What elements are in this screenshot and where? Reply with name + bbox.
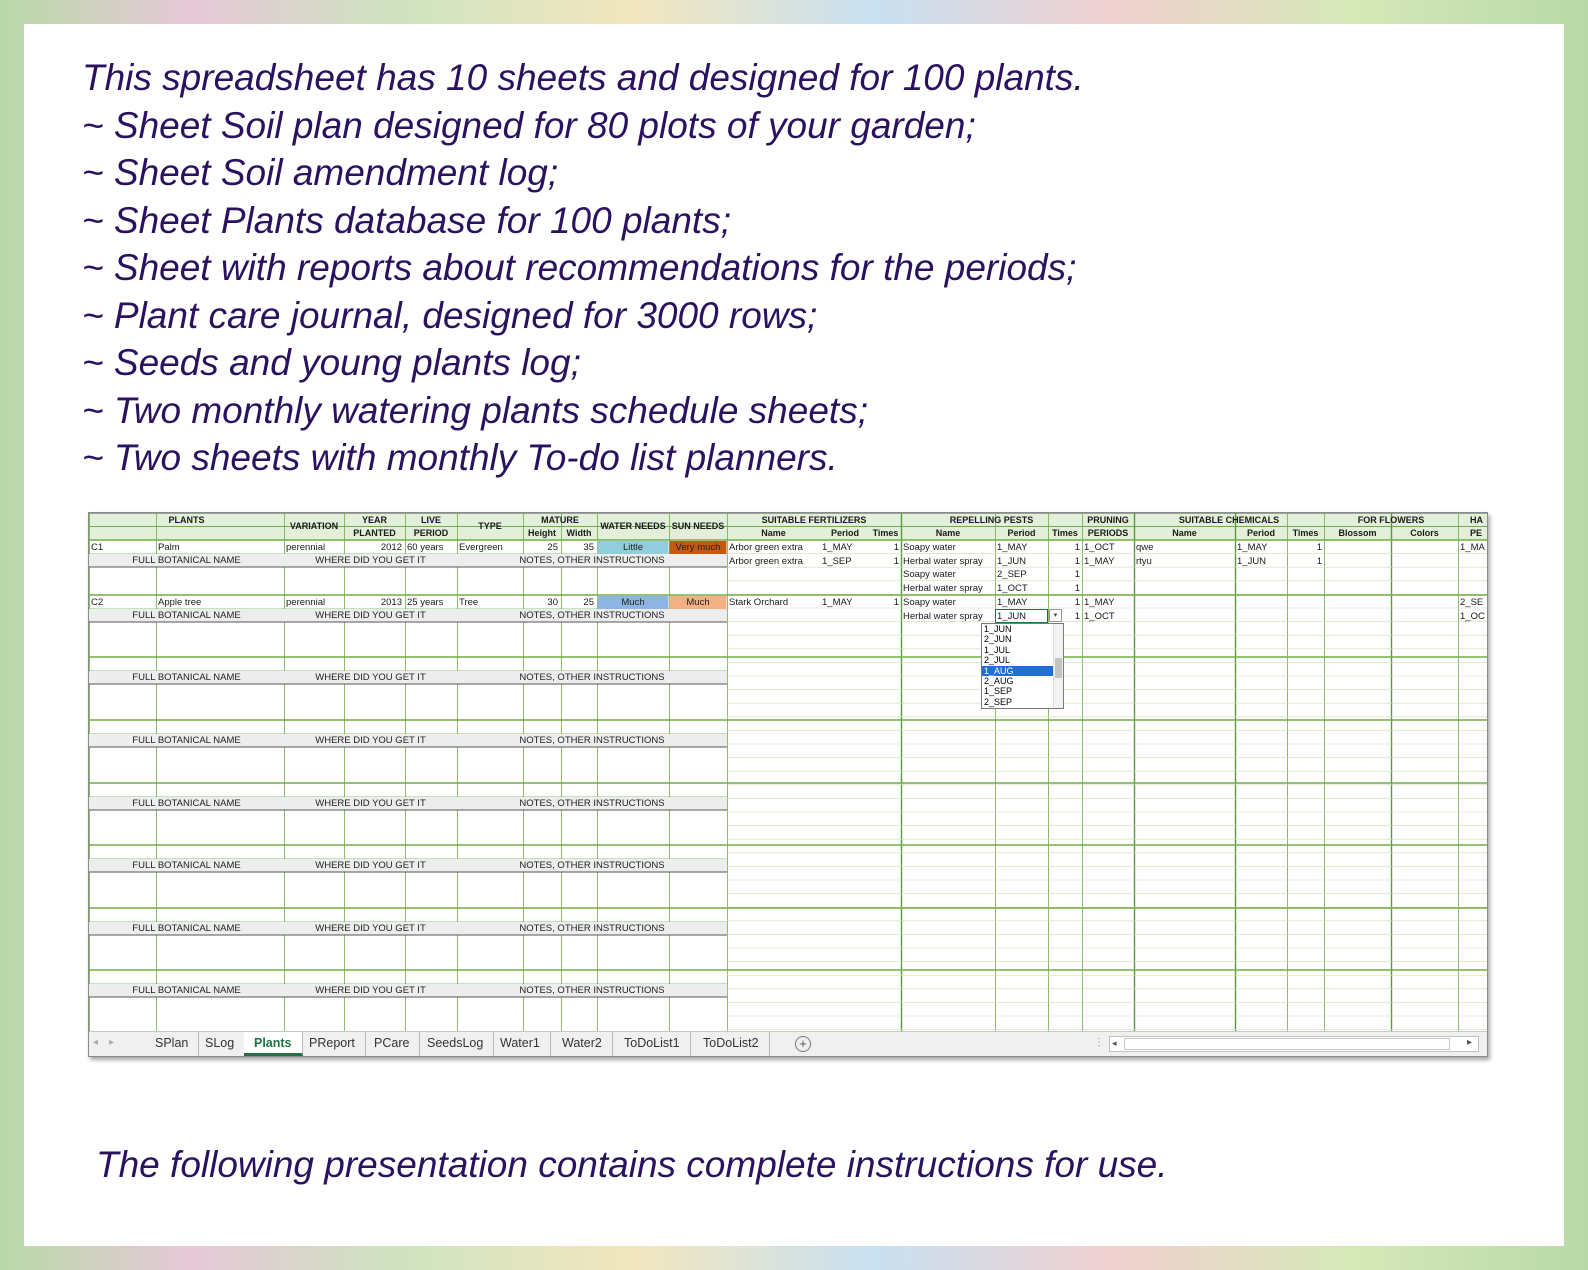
chemical-name[interactable]: rtyu bbox=[1136, 555, 1152, 567]
tab-water1[interactable]: Water1 bbox=[490, 1032, 551, 1056]
label-notes[interactable]: NOTES, OTHER INSTRUCTIONS bbox=[519, 923, 665, 934]
header-pruning[interactable]: PRUNING bbox=[1087, 515, 1129, 525]
header-pest-name[interactable]: Name bbox=[935, 528, 961, 538]
plant-width[interactable]: 35 bbox=[583, 542, 594, 553]
label-where[interactable]: WHERE DID YOU GET IT bbox=[315, 985, 426, 996]
plant-sun-needs[interactable]: Very much bbox=[675, 542, 721, 553]
label-botanical[interactable]: FULL BOTANICAL NAME bbox=[132, 555, 241, 566]
label-botanical[interactable]: FULL BOTANICAL NAME bbox=[132, 672, 241, 683]
cut-off-value[interactable]: 1_OC bbox=[1460, 610, 1485, 622]
add-sheet-icon[interactable]: + bbox=[795, 1036, 811, 1052]
dropdown-option[interactable]: 2_SEP bbox=[984, 696, 1013, 707]
tab-todolist1[interactable]: ToDoList1 bbox=[614, 1032, 691, 1056]
fertilizer-times[interactable]: 1 bbox=[893, 597, 899, 608]
plant-water-needs[interactable]: Little bbox=[622, 542, 644, 553]
header-cut-top[interactable]: HA bbox=[1470, 515, 1483, 525]
dropdown-option[interactable]: 1_AUG bbox=[982, 666, 1063, 676]
label-notes[interactable]: NOTES, OTHER INSTRUCTIONS bbox=[519, 672, 665, 683]
header-fertilizers[interactable]: SUITABLE FERTILIZERS bbox=[761, 515, 867, 525]
pest-name[interactable]: Herbal water spray bbox=[903, 555, 983, 567]
header-fert-times[interactable]: Times bbox=[872, 528, 899, 538]
tab-slog[interactable]: SLog bbox=[195, 1032, 245, 1056]
pest-name[interactable]: Soapy water bbox=[903, 542, 956, 553]
plant-sun-needs[interactable]: Much bbox=[686, 597, 710, 608]
intro-line: ~ Two sheets with monthly To-do list planners. bbox=[82, 437, 838, 478]
more-options-icon[interactable]: ⋮ bbox=[1094, 1037, 1104, 1048]
label-where[interactable]: WHERE DID YOU GET IT bbox=[315, 798, 426, 809]
pest-period[interactable]: 1_MAY bbox=[997, 542, 1028, 553]
plant-type[interactable]: Evergreen bbox=[459, 542, 503, 553]
label-botanical[interactable]: FULL BOTANICAL NAME bbox=[132, 923, 241, 934]
header-width[interactable]: Width bbox=[566, 528, 592, 538]
pest-times[interactable]: 1 bbox=[1074, 542, 1080, 553]
period-dropdown-list[interactable] bbox=[981, 623, 1064, 709]
intro-line: ~ Sheet Soil amendment log; bbox=[82, 152, 559, 193]
dropdown-option[interactable]: 1_JUN bbox=[984, 624, 1012, 634]
pest-name[interactable]: Soapy water bbox=[903, 569, 956, 581]
grid-lines bbox=[89, 513, 1487, 1031]
fertilizer-name[interactable]: Arbor green extra bbox=[729, 555, 803, 567]
plant-location[interactable]: C2 bbox=[91, 597, 104, 608]
label-where[interactable]: WHERE DID YOU GET IT bbox=[315, 735, 426, 746]
plant-height[interactable]: 25 bbox=[547, 542, 558, 553]
header-chem-name[interactable]: Name bbox=[1172, 528, 1197, 538]
sheet-tabs-bar bbox=[89, 1031, 1487, 1056]
header-pest-period[interactable]: Period bbox=[1007, 528, 1036, 538]
pest-times[interactable]: 1 bbox=[1074, 610, 1080, 622]
plant-height[interactable]: 30 bbox=[547, 597, 558, 608]
horizontal-scrollbar[interactable] bbox=[1109, 1036, 1479, 1052]
intro-line: ~ Two monthly watering plants schedule sheets; bbox=[82, 389, 868, 431]
pest-name[interactable]: Herbal water spray bbox=[903, 582, 983, 594]
pest-period[interactable]: 1_OCT bbox=[997, 582, 1028, 594]
header-cut-bottom[interactable]: PE bbox=[1470, 528, 1483, 538]
scroll-thumb[interactable] bbox=[1124, 1038, 1450, 1050]
header-live[interactable]: LIVE bbox=[420, 515, 441, 525]
tab-preport[interactable]: PReport bbox=[299, 1032, 366, 1056]
plant-live-period[interactable]: 60 years bbox=[407, 542, 444, 553]
tab-seedslog[interactable]: SeedsLog bbox=[417, 1032, 494, 1056]
tab-water2[interactable]: Water2 bbox=[552, 1032, 613, 1056]
plant-water-needs[interactable]: Much bbox=[621, 597, 645, 608]
spreadsheet-window bbox=[88, 512, 1488, 1057]
cut-off-value[interactable]: 1_MA bbox=[1460, 542, 1485, 553]
fertilizer-period[interactable]: 1_MAY bbox=[822, 597, 853, 608]
label-botanical[interactable]: FULL BOTANICAL NAME bbox=[132, 735, 241, 746]
label-botanical[interactable]: FULL BOTANICAL NAME bbox=[132, 798, 241, 809]
pruning-period[interactable]: 1_MAY bbox=[1084, 597, 1115, 608]
label-where[interactable]: WHERE DID YOU GET IT bbox=[315, 923, 426, 934]
chemical-times[interactable]: 1 bbox=[1316, 542, 1322, 553]
header-pest-times[interactable]: Times bbox=[1052, 528, 1078, 538]
label-botanical[interactable]: FULL BOTANICAL NAME bbox=[132, 610, 241, 621]
dropdown-option[interactable]: 2_JUL bbox=[984, 655, 1011, 666]
pest-name[interactable]: Soapy water bbox=[903, 597, 956, 608]
chemical-name[interactable]: qwe bbox=[1136, 542, 1154, 553]
label-where[interactable]: WHERE DID YOU GET IT bbox=[315, 860, 426, 871]
pruning-period[interactable]: 1_OCT bbox=[1084, 610, 1115, 622]
pest-times[interactable]: 1 bbox=[1074, 597, 1080, 608]
tab-plants[interactable]: Plants bbox=[244, 1032, 303, 1056]
header-flowers[interactable]: FOR FLOWERS bbox=[1357, 515, 1425, 525]
tab-scroll-right-icon[interactable]: ▸ bbox=[109, 1037, 115, 1048]
tab-todolist2[interactable]: ToDoList2 bbox=[693, 1032, 770, 1056]
plant-width[interactable]: 25 bbox=[583, 597, 594, 608]
dropdown-option[interactable]: 2_JUN bbox=[984, 634, 1012, 645]
plant-variation[interactable]: perennial bbox=[286, 542, 326, 553]
pest-times[interactable]: 1 bbox=[1074, 582, 1080, 594]
label-where[interactable]: WHERE DID YOU GET IT bbox=[315, 610, 426, 621]
pruning-period[interactable]: 1_MAY bbox=[1084, 555, 1115, 567]
header-year[interactable]: YEAR bbox=[361, 515, 387, 525]
fertilizer-period[interactable]: 1_MAY bbox=[822, 542, 853, 553]
header-water-needs[interactable]: WATER NEEDS bbox=[600, 521, 666, 531]
intro-line: ~ Sheet Soil plan designed for 80 plots of your garden; bbox=[82, 104, 976, 146]
intro-text bbox=[82, 54, 1382, 482]
label-notes[interactable]: NOTES, OTHER INSTRUCTIONS bbox=[519, 798, 665, 809]
label-notes[interactable]: NOTES, OTHER INSTRUCTIONS bbox=[519, 860, 665, 871]
scroll-right-icon[interactable]: ▸ bbox=[1467, 1037, 1473, 1048]
dropdown-option[interactable]: 1_SEP bbox=[984, 686, 1013, 697]
label-botanical[interactable]: FULL BOTANICAL NAME bbox=[132, 860, 241, 871]
pruning-period[interactable]: 1_OCT bbox=[1084, 542, 1115, 553]
scroll-left-icon[interactable]: ◂ bbox=[1112, 1038, 1117, 1048]
chemical-period[interactable]: 1_JUN bbox=[1237, 555, 1267, 567]
label-notes[interactable]: NOTES, OTHER INSTRUCTIONS bbox=[519, 610, 665, 621]
plant-name[interactable]: Palm bbox=[158, 542, 180, 553]
header-chem-times[interactable]: Times bbox=[1292, 528, 1319, 538]
tab-splan[interactable]: SPlan bbox=[145, 1032, 199, 1056]
pest-period[interactable]: 1_JUN bbox=[997, 555, 1027, 567]
fertilizer-name[interactable]: Arbor green extra bbox=[729, 542, 803, 553]
dropdown-scrollbar[interactable] bbox=[1053, 624, 1063, 708]
header-height[interactable]: Height bbox=[528, 528, 556, 538]
chemical-period[interactable]: 1_MAY bbox=[1237, 542, 1268, 553]
intro-line: ~ Plant care journal, designed for 3000 rows; bbox=[82, 294, 818, 336]
chemical-times[interactable]: 1 bbox=[1316, 555, 1322, 567]
dropdown-option[interactable]: 2_AUG bbox=[984, 675, 1014, 686]
label-notes[interactable]: NOTES, OTHER INSTRUCTIONS bbox=[519, 985, 665, 996]
header-pests[interactable]: REPELLING PESTS bbox=[949, 515, 1034, 525]
header-chemicals[interactable]: SUITABLE CHEMICALS bbox=[1178, 515, 1280, 525]
label-notes[interactable]: NOTES, OTHER INSTRUCTIONS bbox=[519, 555, 665, 566]
pest-period[interactable]: 2_SEP bbox=[997, 569, 1027, 581]
intro-line: ~ Seeds and young plants log; bbox=[82, 342, 581, 383]
header-fert-period[interactable]: Period bbox=[830, 528, 859, 538]
plant-location[interactable]: C1 bbox=[91, 542, 104, 553]
header-variation[interactable]: VARIATION bbox=[289, 521, 339, 531]
dropdown-arrow-icon[interactable]: ▾ bbox=[1049, 609, 1062, 622]
plant-variation[interactable]: perennial bbox=[286, 597, 326, 608]
header-colors[interactable]: Colors bbox=[1410, 528, 1439, 538]
pest-period[interactable]: 1_JUN bbox=[997, 610, 1027, 622]
plant-name[interactable]: Apple tree bbox=[158, 597, 202, 608]
header-live-period[interactable]: PERIOD bbox=[413, 528, 449, 538]
plant-year[interactable]: 2012 bbox=[380, 542, 402, 553]
pest-name[interactable]: Herbal water spray bbox=[903, 610, 983, 622]
dropdown-option[interactable]: 1_JUL bbox=[984, 644, 1011, 655]
plant-year[interactable]: 2013 bbox=[380, 597, 402, 608]
header-mature[interactable]: MATURE bbox=[541, 515, 579, 525]
fertilizer-name[interactable]: Stark Orchard bbox=[729, 597, 789, 608]
header-fert-name[interactable]: Name bbox=[761, 528, 786, 538]
pest-times[interactable]: 1 bbox=[1074, 555, 1080, 567]
header-blossom[interactable]: Blossom bbox=[1338, 528, 1377, 538]
label-where[interactable]: WHERE DID YOU GET IT bbox=[315, 672, 426, 683]
header-planted[interactable]: PLANTED bbox=[353, 528, 396, 538]
fertilizer-period[interactable]: 1_SEP bbox=[822, 555, 852, 567]
tab-pcare[interactable]: PCare bbox=[364, 1032, 420, 1056]
slide-frame bbox=[24, 24, 1564, 1246]
intro-line: ~ Sheet Plants database for 100 plants; bbox=[82, 199, 731, 241]
plant-type[interactable]: Tree bbox=[459, 597, 479, 608]
header-chem-period[interactable]: Period bbox=[1246, 528, 1275, 538]
intro-line: ~ Sheet with reports about recommendations for the periods; bbox=[82, 247, 1077, 288]
tab-scroll-left-icon[interactable]: ◂ bbox=[93, 1037, 99, 1048]
plants-grid[interactable] bbox=[89, 513, 1487, 1031]
fertilizer-times[interactable]: 1 bbox=[893, 542, 899, 553]
pest-times[interactable]: 1 bbox=[1074, 569, 1080, 581]
intro-line: This spreadsheet has 10 sheets and designed for 100 plants. bbox=[82, 57, 1084, 98]
label-botanical[interactable]: FULL BOTANICAL NAME bbox=[132, 985, 241, 996]
fertilizer-times[interactable]: 1 bbox=[893, 555, 899, 567]
footer-note: The following presentation contains complete instructions for use. bbox=[96, 1144, 1168, 1185]
label-where[interactable]: WHERE DID YOU GET IT bbox=[315, 555, 426, 566]
label-notes[interactable]: NOTES, OTHER INSTRUCTIONS bbox=[519, 735, 665, 746]
cut-off-value[interactable]: 2_SE bbox=[1460, 597, 1484, 608]
header-plants[interactable]: PLANTS bbox=[168, 515, 205, 525]
plant-live-period[interactable]: 25 years bbox=[407, 597, 444, 608]
header-pruning-periods[interactable]: PERIODS bbox=[1087, 528, 1129, 538]
header-sun-needs[interactable]: SUN NEEDS bbox=[671, 521, 725, 531]
header-type[interactable]: TYPE bbox=[478, 521, 502, 531]
pest-period[interactable]: 1_MAY bbox=[997, 597, 1028, 608]
